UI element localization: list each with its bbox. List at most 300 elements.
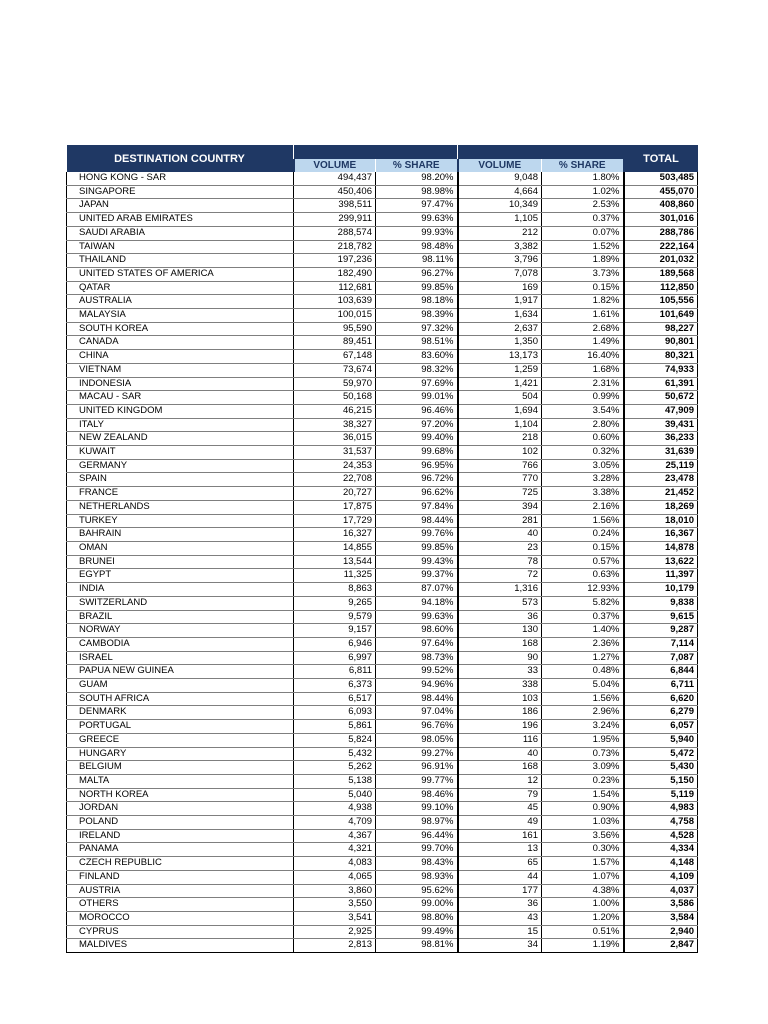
share-2-cell: 1.95% — [542, 733, 624, 747]
total-cell: 7,114 — [624, 637, 698, 651]
share-1-cell: 94.18% — [376, 596, 458, 610]
header-total: TOTAL — [624, 145, 698, 172]
total-cell: 2,847 — [624, 939, 698, 953]
share-1-cell: 97.47% — [376, 199, 458, 213]
volume-1-cell: 73,674 — [294, 363, 376, 377]
volume-1-cell: 182,490 — [294, 267, 376, 281]
volume-2-cell: 161 — [458, 829, 542, 843]
share-2-cell: 3.09% — [542, 761, 624, 775]
share-2-cell: 2.80% — [542, 418, 624, 432]
table-row — [67, 706, 698, 720]
total-cell: 3,584 — [624, 911, 698, 925]
share-1-cell: 96.62% — [376, 487, 458, 501]
table-row — [67, 322, 698, 336]
share-1-cell: 98.93% — [376, 870, 458, 884]
total-cell: 4,109 — [624, 870, 698, 884]
header-group-2 — [458, 145, 624, 159]
country-cell: UNITED ARAB EMIRATES — [67, 213, 294, 227]
share-1-cell: 96.91% — [376, 761, 458, 775]
total-cell: 4,528 — [624, 829, 698, 843]
volume-2-cell: 23 — [458, 541, 542, 555]
volume-2-cell: 45 — [458, 802, 542, 816]
volume-2-cell: 65 — [458, 857, 542, 871]
total-cell: 101,649 — [624, 309, 698, 323]
share-1-cell: 98.81% — [376, 939, 458, 953]
volume-1-cell: 17,875 — [294, 500, 376, 514]
total-cell: 98,227 — [624, 322, 698, 336]
country-cell: MACAU - SAR — [67, 391, 294, 405]
total-cell: 5,150 — [624, 774, 698, 788]
volume-2-cell: 90 — [458, 651, 542, 665]
table-row — [67, 267, 698, 281]
country-cell: QATAR — [67, 281, 294, 295]
total-cell: 61,391 — [624, 377, 698, 391]
volume-1-cell: 4,938 — [294, 802, 376, 816]
share-2-cell: 0.24% — [542, 528, 624, 542]
table-row — [67, 350, 698, 364]
country-cell: THAILAND — [67, 254, 294, 268]
country-cell: KUWAIT — [67, 446, 294, 460]
volume-1-cell: 9,157 — [294, 624, 376, 638]
table-row — [67, 857, 698, 871]
share-1-cell: 98.18% — [376, 295, 458, 309]
share-2-cell: 0.37% — [542, 213, 624, 227]
total-cell: 6,711 — [624, 679, 698, 693]
volume-2-cell: 1,350 — [458, 336, 542, 350]
total-cell: 288,786 — [624, 226, 698, 240]
volume-1-cell: 103,639 — [294, 295, 376, 309]
volume-1-cell: 100,015 — [294, 309, 376, 323]
volume-2-cell: 79 — [458, 788, 542, 802]
volume-1-cell: 4,065 — [294, 870, 376, 884]
share-2-cell: 2.68% — [542, 322, 624, 336]
share-1-cell: 98.46% — [376, 788, 458, 802]
country-cell: GUAM — [67, 679, 294, 693]
volume-1-cell: 50,168 — [294, 391, 376, 405]
country-cell: MALTA — [67, 774, 294, 788]
volume-2-cell: 212 — [458, 226, 542, 240]
share-2-cell: 3.05% — [542, 459, 624, 473]
country-cell: SINGAPORE — [67, 185, 294, 199]
country-cell: POLAND — [67, 816, 294, 830]
table-row — [67, 281, 698, 295]
total-cell: 408,860 — [624, 199, 698, 213]
share-1-cell: 99.77% — [376, 774, 458, 788]
share-2-cell: 0.30% — [542, 843, 624, 857]
header-volume-1: VOLUME — [294, 159, 376, 172]
volume-2-cell: 40 — [458, 747, 542, 761]
total-cell: 4,983 — [624, 802, 698, 816]
table-row — [67, 377, 698, 391]
table-row — [67, 418, 698, 432]
country-cell: GREECE — [67, 733, 294, 747]
country-cell: MOROCCO — [67, 911, 294, 925]
share-2-cell: 12.93% — [542, 583, 624, 597]
share-2-cell: 2.16% — [542, 500, 624, 514]
table-row — [67, 459, 698, 473]
volume-1-cell: 3,860 — [294, 884, 376, 898]
volume-2-cell: 72 — [458, 569, 542, 583]
share-2-cell: 1.52% — [542, 240, 624, 254]
total-cell: 5,119 — [624, 788, 698, 802]
total-cell: 74,933 — [624, 363, 698, 377]
volume-2-cell: 218 — [458, 432, 542, 446]
country-cell: SPAIN — [67, 473, 294, 487]
share-2-cell: 1.19% — [542, 939, 624, 953]
volume-2-cell: 1,917 — [458, 295, 542, 309]
country-cell: JAPAN — [67, 199, 294, 213]
country-cell: NORWAY — [67, 624, 294, 638]
header-row — [67, 145, 698, 159]
volume-1-cell: 95,590 — [294, 322, 376, 336]
total-cell: 6,844 — [624, 665, 698, 679]
total-cell: 503,485 — [624, 172, 698, 185]
table-row — [67, 939, 698, 953]
share-1-cell: 97.04% — [376, 706, 458, 720]
share-1-cell: 98.51% — [376, 336, 458, 350]
volume-2-cell: 13,173 — [458, 350, 542, 364]
share-2-cell: 0.23% — [542, 774, 624, 788]
total-cell: 7,087 — [624, 651, 698, 665]
header-group-1 — [294, 145, 458, 159]
country-cell: CYPRUS — [67, 925, 294, 939]
share-1-cell: 98.39% — [376, 309, 458, 323]
share-2-cell: 1.89% — [542, 254, 624, 268]
total-cell: 9,838 — [624, 596, 698, 610]
volume-1-cell: 5,262 — [294, 761, 376, 775]
share-1-cell: 98.60% — [376, 624, 458, 638]
volume-1-cell: 38,327 — [294, 418, 376, 432]
volume-1-cell: 299,911 — [294, 213, 376, 227]
volume-2-cell: 102 — [458, 446, 542, 460]
volume-2-cell: 78 — [458, 555, 542, 569]
share-1-cell: 97.20% — [376, 418, 458, 432]
volume-1-cell: 2,813 — [294, 939, 376, 953]
volume-2-cell: 13 — [458, 843, 542, 857]
country-cell: HONG KONG - SAR — [67, 172, 294, 185]
share-2-cell: 1.68% — [542, 363, 624, 377]
total-cell: 6,279 — [624, 706, 698, 720]
country-cell: NORTH KOREA — [67, 788, 294, 802]
volume-1-cell: 6,997 — [294, 651, 376, 665]
volume-1-cell: 16,327 — [294, 528, 376, 542]
total-cell: 5,430 — [624, 761, 698, 775]
table-row — [67, 788, 698, 802]
share-1-cell: 98.48% — [376, 240, 458, 254]
country-cell: BRAZIL — [67, 610, 294, 624]
table-row — [67, 226, 698, 240]
country-cell: IRELAND — [67, 829, 294, 843]
table-row — [67, 569, 698, 583]
total-cell: 21,452 — [624, 487, 698, 501]
volume-1-cell: 5,824 — [294, 733, 376, 747]
share-1-cell: 99.10% — [376, 802, 458, 816]
share-2-cell: 0.51% — [542, 925, 624, 939]
share-2-cell: 3.73% — [542, 267, 624, 281]
share-2-cell: 5.82% — [542, 596, 624, 610]
volume-1-cell: 197,236 — [294, 254, 376, 268]
volume-2-cell: 116 — [458, 733, 542, 747]
country-cell: OMAN — [67, 541, 294, 555]
table-row — [67, 185, 698, 199]
table-row — [67, 446, 698, 460]
volume-2-cell: 1,694 — [458, 404, 542, 418]
share-1-cell: 99.43% — [376, 555, 458, 569]
table-row — [67, 679, 698, 693]
volume-1-cell: 11,325 — [294, 569, 376, 583]
share-2-cell: 0.73% — [542, 747, 624, 761]
volume-2-cell: 40 — [458, 528, 542, 542]
destination-country-table — [66, 145, 698, 953]
volume-2-cell: 168 — [458, 637, 542, 651]
country-cell: SAUDI ARABIA — [67, 226, 294, 240]
table-row — [67, 473, 698, 487]
share-2-cell: 0.48% — [542, 665, 624, 679]
share-2-cell: 1.80% — [542, 172, 624, 185]
volume-2-cell: 9,048 — [458, 172, 542, 185]
share-1-cell: 99.63% — [376, 610, 458, 624]
share-2-cell: 1.27% — [542, 651, 624, 665]
share-2-cell: 1.03% — [542, 816, 624, 830]
total-cell: 9,615 — [624, 610, 698, 624]
country-cell: TAIWAN — [67, 240, 294, 254]
share-1-cell: 98.44% — [376, 514, 458, 528]
volume-2-cell: 4,664 — [458, 185, 542, 199]
volume-2-cell: 196 — [458, 720, 542, 734]
country-cell: INDONESIA — [67, 377, 294, 391]
share-1-cell: 97.84% — [376, 500, 458, 514]
share-1-cell: 99.52% — [376, 665, 458, 679]
table-row — [67, 665, 698, 679]
share-1-cell: 99.40% — [376, 432, 458, 446]
share-1-cell: 97.32% — [376, 322, 458, 336]
volume-2-cell: 7,078 — [458, 267, 542, 281]
share-2-cell: 0.60% — [542, 432, 624, 446]
total-cell: 112,850 — [624, 281, 698, 295]
volume-2-cell: 43 — [458, 911, 542, 925]
volume-1-cell: 20,727 — [294, 487, 376, 501]
share-1-cell: 96.46% — [376, 404, 458, 418]
volume-2-cell: 36 — [458, 898, 542, 912]
table-row — [67, 733, 698, 747]
country-cell: UNITED STATES OF AMERICA — [67, 267, 294, 281]
volume-2-cell: 3,796 — [458, 254, 542, 268]
share-1-cell: 99.93% — [376, 226, 458, 240]
table-row — [67, 651, 698, 665]
volume-1-cell: 6,093 — [294, 706, 376, 720]
volume-1-cell: 8,863 — [294, 583, 376, 597]
volume-2-cell: 12 — [458, 774, 542, 788]
total-cell: 455,070 — [624, 185, 698, 199]
share-1-cell: 99.37% — [376, 569, 458, 583]
table-row — [67, 774, 698, 788]
share-2-cell: 1.49% — [542, 336, 624, 350]
volume-1-cell: 2,925 — [294, 925, 376, 939]
total-cell: 5,940 — [624, 733, 698, 747]
volume-1-cell: 9,265 — [294, 596, 376, 610]
country-cell: FRANCE — [67, 487, 294, 501]
share-2-cell: 2.36% — [542, 637, 624, 651]
country-cell: BAHRAIN — [67, 528, 294, 542]
total-cell: 18,010 — [624, 514, 698, 528]
total-cell: 13,622 — [624, 555, 698, 569]
volume-1-cell: 218,782 — [294, 240, 376, 254]
country-cell: OTHERS — [67, 898, 294, 912]
country-cell: DENMARK — [67, 706, 294, 720]
table-row — [67, 829, 698, 843]
share-1-cell: 96.27% — [376, 267, 458, 281]
volume-1-cell: 5,138 — [294, 774, 376, 788]
total-cell: 222,164 — [624, 240, 698, 254]
country-cell: CANADA — [67, 336, 294, 350]
country-cell: HUNGARY — [67, 747, 294, 761]
table-row — [67, 637, 698, 651]
volume-2-cell: 281 — [458, 514, 542, 528]
country-cell: TURKEY — [67, 514, 294, 528]
share-1-cell: 98.73% — [376, 651, 458, 665]
volume-1-cell: 4,321 — [294, 843, 376, 857]
table-row — [67, 610, 698, 624]
share-2-cell: 2.31% — [542, 377, 624, 391]
share-2-cell: 0.07% — [542, 226, 624, 240]
total-cell: 14,878 — [624, 541, 698, 555]
share-1-cell: 97.64% — [376, 637, 458, 651]
country-cell: CZECH REPUBLIC — [67, 857, 294, 871]
share-2-cell: 0.32% — [542, 446, 624, 460]
country-cell: MALDIVES — [67, 939, 294, 953]
volume-1-cell: 46,215 — [294, 404, 376, 418]
table-row — [67, 802, 698, 816]
total-cell: 4,037 — [624, 884, 698, 898]
table-row — [67, 500, 698, 514]
country-cell: MALAYSIA — [67, 309, 294, 323]
share-2-cell: 0.90% — [542, 802, 624, 816]
share-1-cell: 99.68% — [376, 446, 458, 460]
volume-1-cell: 89,451 — [294, 336, 376, 350]
volume-1-cell: 6,517 — [294, 692, 376, 706]
total-cell: 9,287 — [624, 624, 698, 638]
share-1-cell: 97.69% — [376, 377, 458, 391]
table-row — [67, 404, 698, 418]
table-row — [67, 336, 698, 350]
table-body — [67, 172, 698, 953]
volume-1-cell: 4,709 — [294, 816, 376, 830]
share-1-cell: 99.27% — [376, 747, 458, 761]
total-cell: 6,620 — [624, 692, 698, 706]
total-cell: 11,397 — [624, 569, 698, 583]
share-2-cell: 3.38% — [542, 487, 624, 501]
table-row — [67, 761, 698, 775]
share-2-cell: 1.00% — [542, 898, 624, 912]
volume-1-cell: 22,708 — [294, 473, 376, 487]
total-cell: 2,940 — [624, 925, 698, 939]
share-1-cell: 96.95% — [376, 459, 458, 473]
share-1-cell: 99.85% — [376, 281, 458, 295]
volume-1-cell: 4,083 — [294, 857, 376, 871]
volume-2-cell: 504 — [458, 391, 542, 405]
total-cell: 301,016 — [624, 213, 698, 227]
share-2-cell: 0.15% — [542, 281, 624, 295]
country-cell: PANAMA — [67, 843, 294, 857]
volume-1-cell: 5,432 — [294, 747, 376, 761]
table-row — [67, 583, 698, 597]
share-2-cell: 3.24% — [542, 720, 624, 734]
share-2-cell: 3.54% — [542, 404, 624, 418]
total-cell: 31,639 — [624, 446, 698, 460]
volume-2-cell: 177 — [458, 884, 542, 898]
volume-2-cell: 1,634 — [458, 309, 542, 323]
total-cell: 10,179 — [624, 583, 698, 597]
country-cell: NEW ZEALAND — [67, 432, 294, 446]
volume-2-cell: 1,316 — [458, 583, 542, 597]
share-1-cell: 98.80% — [376, 911, 458, 925]
volume-2-cell: 766 — [458, 459, 542, 473]
table-row — [67, 884, 698, 898]
table-row — [67, 528, 698, 542]
volume-2-cell: 770 — [458, 473, 542, 487]
share-1-cell: 98.32% — [376, 363, 458, 377]
share-1-cell: 98.43% — [376, 857, 458, 871]
volume-1-cell: 5,861 — [294, 720, 376, 734]
share-1-cell: 99.70% — [376, 843, 458, 857]
total-cell: 4,334 — [624, 843, 698, 857]
country-cell: AUSTRIA — [67, 884, 294, 898]
share-2-cell: 0.15% — [542, 541, 624, 555]
share-1-cell: 87.07% — [376, 583, 458, 597]
share-2-cell: 0.57% — [542, 555, 624, 569]
country-cell: BELGIUM — [67, 761, 294, 775]
share-1-cell: 99.00% — [376, 898, 458, 912]
country-cell: CHINA — [67, 350, 294, 364]
share-2-cell: 1.54% — [542, 788, 624, 802]
table-row — [67, 199, 698, 213]
country-cell: SOUTH AFRICA — [67, 692, 294, 706]
volume-1-cell: 3,541 — [294, 911, 376, 925]
total-cell: 4,148 — [624, 857, 698, 871]
volume-1-cell: 112,681 — [294, 281, 376, 295]
table-row — [67, 555, 698, 569]
share-2-cell: 0.63% — [542, 569, 624, 583]
share-2-cell: 1.61% — [542, 309, 624, 323]
header-share-1: % SHARE — [376, 159, 458, 172]
table-row — [67, 898, 698, 912]
volume-2-cell: 10,349 — [458, 199, 542, 213]
volume-2-cell: 2,637 — [458, 322, 542, 336]
share-1-cell: 98.05% — [376, 733, 458, 747]
share-2-cell: 1.56% — [542, 692, 624, 706]
volume-2-cell: 15 — [458, 925, 542, 939]
volume-1-cell: 14,855 — [294, 541, 376, 555]
share-2-cell: 3.56% — [542, 829, 624, 843]
total-cell: 23,478 — [624, 473, 698, 487]
header-volume-2: VOLUME — [458, 159, 542, 172]
table-row — [67, 432, 698, 446]
total-cell: 16,367 — [624, 528, 698, 542]
volume-2-cell: 394 — [458, 500, 542, 514]
volume-2-cell: 44 — [458, 870, 542, 884]
volume-1-cell: 288,574 — [294, 226, 376, 240]
volume-1-cell: 4,367 — [294, 829, 376, 843]
volume-2-cell: 168 — [458, 761, 542, 775]
share-2-cell: 1.20% — [542, 911, 624, 925]
share-2-cell: 1.82% — [542, 295, 624, 309]
table-row — [67, 624, 698, 638]
table-row — [67, 911, 698, 925]
country-cell: CAMBODIA — [67, 637, 294, 651]
share-2-cell: 1.40% — [542, 624, 624, 638]
volume-1-cell: 6,373 — [294, 679, 376, 693]
share-2-cell: 1.02% — [542, 185, 624, 199]
